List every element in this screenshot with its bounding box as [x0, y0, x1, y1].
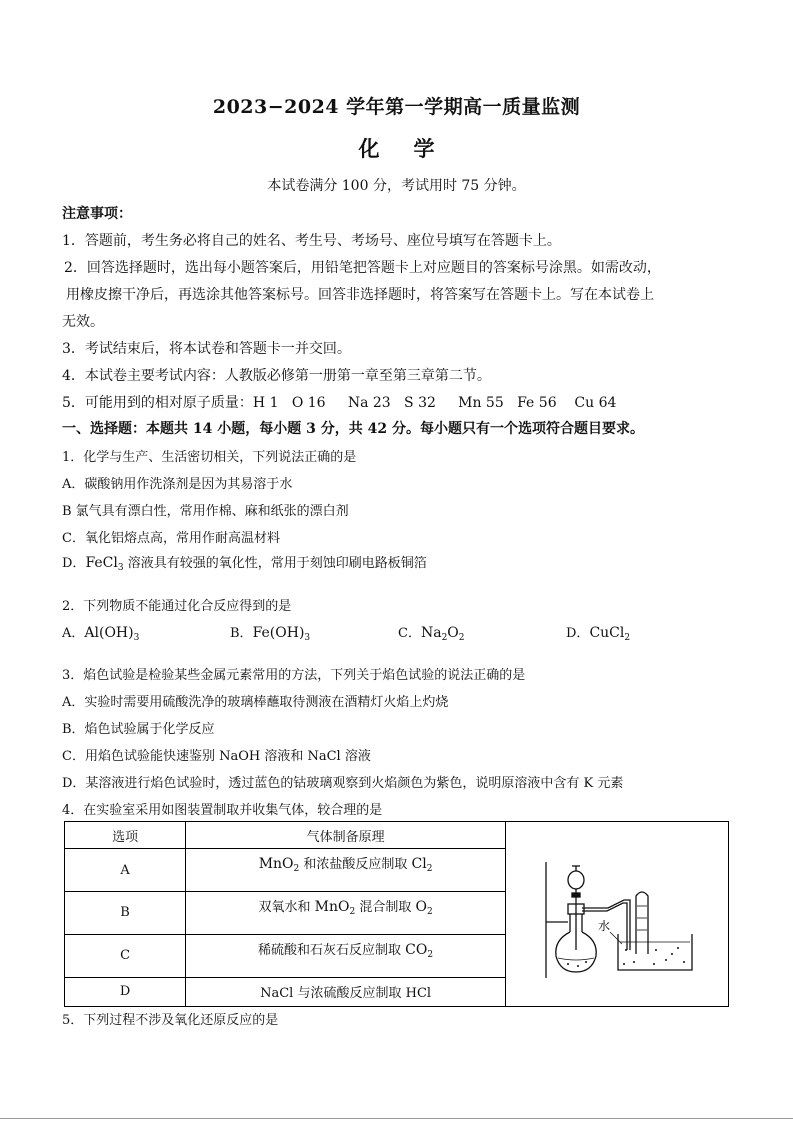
q2-option-b: [230, 622, 310, 641]
q4-col-header-principle: 气体制备原理: [186, 822, 506, 849]
exam-title: 2023−2024 学年第一学期高一质量监测: [212, 96, 581, 118]
q4-row-b-formula-1: MnO: [314, 899, 350, 916]
q4-col-header-option: 选项: [65, 822, 186, 849]
note-2-line-1: 2．回答选择题时，选出每小题答案后，用铅笔把答题卡上对应题目的答案标号涂黑。如需改动，: [64, 260, 661, 276]
subject-title: 化学: [358, 136, 469, 161]
q4-stem: 4．在实验室采用如图装置制取并收集气体，较合理的是: [62, 803, 383, 818]
q4-row-a-principle: [186, 849, 506, 892]
q2-option-b-label: B．: [230, 626, 253, 641]
q2-option-a: [62, 622, 139, 641]
q2-option-c: [398, 622, 465, 641]
q4-row-a-subscript-2: 2: [426, 864, 433, 875]
q2-option-a-label: A．: [62, 626, 85, 641]
q4-row-c-text: 稀硫酸和石灰石反应制取: [258, 942, 406, 958]
q2-option-d-formula: CuCl: [589, 625, 625, 641]
gas-collection-apparatus-diagram: [506, 822, 728, 1002]
q1-option-d-text: 溶液具有较强的氧化性，常用于刻蚀印刷电路板铜箔: [123, 556, 427, 571]
note-1: 1．答题前，考生务必将自己的姓名、考生号、考场号、座位号填写在答题卡上。: [62, 233, 561, 249]
notes-heading: 注意事项：: [62, 206, 132, 222]
q3-option-c: C．用焰色试验能快速鉴别 NaOH 溶液和 NaCl 溶液: [62, 749, 371, 764]
q4-row-c-subscript: 2: [427, 949, 434, 960]
q4-row-b-subscript-1: 2: [349, 907, 356, 918]
q4-row-c-formula: CO: [405, 941, 428, 958]
q2-option-c-subscript-2: 2: [458, 633, 465, 643]
q1-option-d-subscript: 3: [117, 563, 124, 573]
q4-row-c-label: C: [65, 934, 186, 977]
q2-option-d: [566, 622, 630, 641]
q1-option-d: [62, 552, 427, 571]
note-2-line-2: 用橡皮擦干净后，再选涂其他答案标号。回答非选择题时，将答案写在答题卡上。写在本试卷上: [66, 287, 654, 303]
q1-stem: 1．化学与生产、生活密切相关，下列说法正确的是: [62, 450, 357, 465]
q4-row-a-formula-2: Cl: [411, 856, 427, 873]
q2-option-a-subscript: 3: [133, 633, 140, 643]
q4-row-d-label: D: [65, 977, 186, 1007]
collection-tube: [636, 892, 648, 954]
q1-option-b: B 氯气具有漂白性，常用作棉、麻和纸张的漂白剂: [62, 504, 349, 519]
q4-row-a-formula-1: MnO: [258, 856, 294, 873]
q2-option-c-formula-1: Na: [420, 625, 442, 641]
q4-row-a-label: A: [65, 849, 186, 892]
q4-row-a-text: 和浓盐酸反应制取: [299, 857, 412, 873]
q5-stem: 5．下列过程不涉及氧化还原反应的是: [62, 1013, 279, 1028]
q1-option-a: A．碳酸钠用作洗涤剂是因为其易溶于水: [62, 477, 293, 492]
q4-row-b-formula-2: O: [415, 899, 427, 916]
q2-stem: 2．下列物质不能通过化合反应得到的是: [62, 599, 292, 614]
water-trough: [618, 934, 692, 970]
q4-row-b-subscript-2: 2: [426, 907, 433, 918]
separatory-funnel-bulb: [568, 871, 584, 889]
exam-subtitle: 本试卷满分 100 分，考试用时 75 分钟。: [267, 178, 526, 194]
note-4: 4．本试卷主要考试内容：人教版必修第一册第一章至第三章第二节。: [62, 368, 491, 384]
q3-stem: 3．焰色试验是检验某些金属元素常用的方法，下列关于焰色试验的说法正确的是: [62, 668, 526, 683]
q2-option-d-subscript: 2: [624, 633, 631, 643]
q2-option-b-subscript: 3: [304, 633, 311, 643]
q1-option-d-formula: FeCl: [85, 555, 118, 571]
section-1-heading: 一、选择题：本题共 14 小题，每小题 3 分，共 42 分。每小题只有一个选项符合题目要求。: [62, 421, 644, 437]
note-2-line-3: 无效。: [62, 314, 104, 330]
q3-option-b: B．焰色试验属于化学反应: [62, 722, 215, 737]
q4-row-b-text-1: 双氧水和: [258, 900, 315, 916]
note-3: 3．考试结束后，将本试卷和答题卡一并交回。: [62, 341, 351, 357]
note-5: 5．可能用到的相对原子质量：H 1 O 16 Na 23 S 32 Mn 55 Fe 56 Cu 64: [62, 395, 617, 411]
q4-row-c-principle: [186, 934, 506, 977]
q3-option-d: D．某溶液进行焰色试验时，透过蓝色的钴玻璃观察到火焰颜色为紫色，说明原溶液中含有 K 元素: [62, 776, 624, 791]
q3-option-a: A．实验时需要用硫酸洗净的玻璃棒蘸取待测液在酒精灯火焰上灼烧: [62, 695, 449, 710]
q4-apparatus-cell: [506, 822, 729, 1007]
q4-row-b-text-2: 混合制取: [355, 900, 416, 916]
q1-option-d-label: D．: [62, 556, 86, 571]
q4-table: [64, 821, 729, 1007]
q4-row-a-subscript-1: 2: [293, 864, 300, 875]
q2-option-c-formula-2: O: [447, 625, 459, 641]
page-bottom-rule: [0, 1118, 793, 1119]
water-label: 水: [598, 919, 611, 933]
q2-option-d-label: D．: [566, 626, 590, 641]
q4-row-b-label: B: [65, 892, 186, 935]
q1-option-c: C．氧化铝熔点高，常用作耐高温材料: [62, 531, 280, 546]
q4-row-b-principle: [186, 892, 506, 935]
q4-row-d-principle: NaCl 与浓硫酸反应制取 HCl: [186, 977, 506, 1007]
q2-option-a-formula: Al(OH): [84, 625, 134, 641]
q2-option-c-label: C．: [398, 626, 421, 641]
funnel-stopcock: [572, 893, 580, 897]
q2-option-c-subscript-1: 2: [441, 633, 448, 643]
q2-option-b-formula: Fe(OH): [252, 625, 305, 641]
